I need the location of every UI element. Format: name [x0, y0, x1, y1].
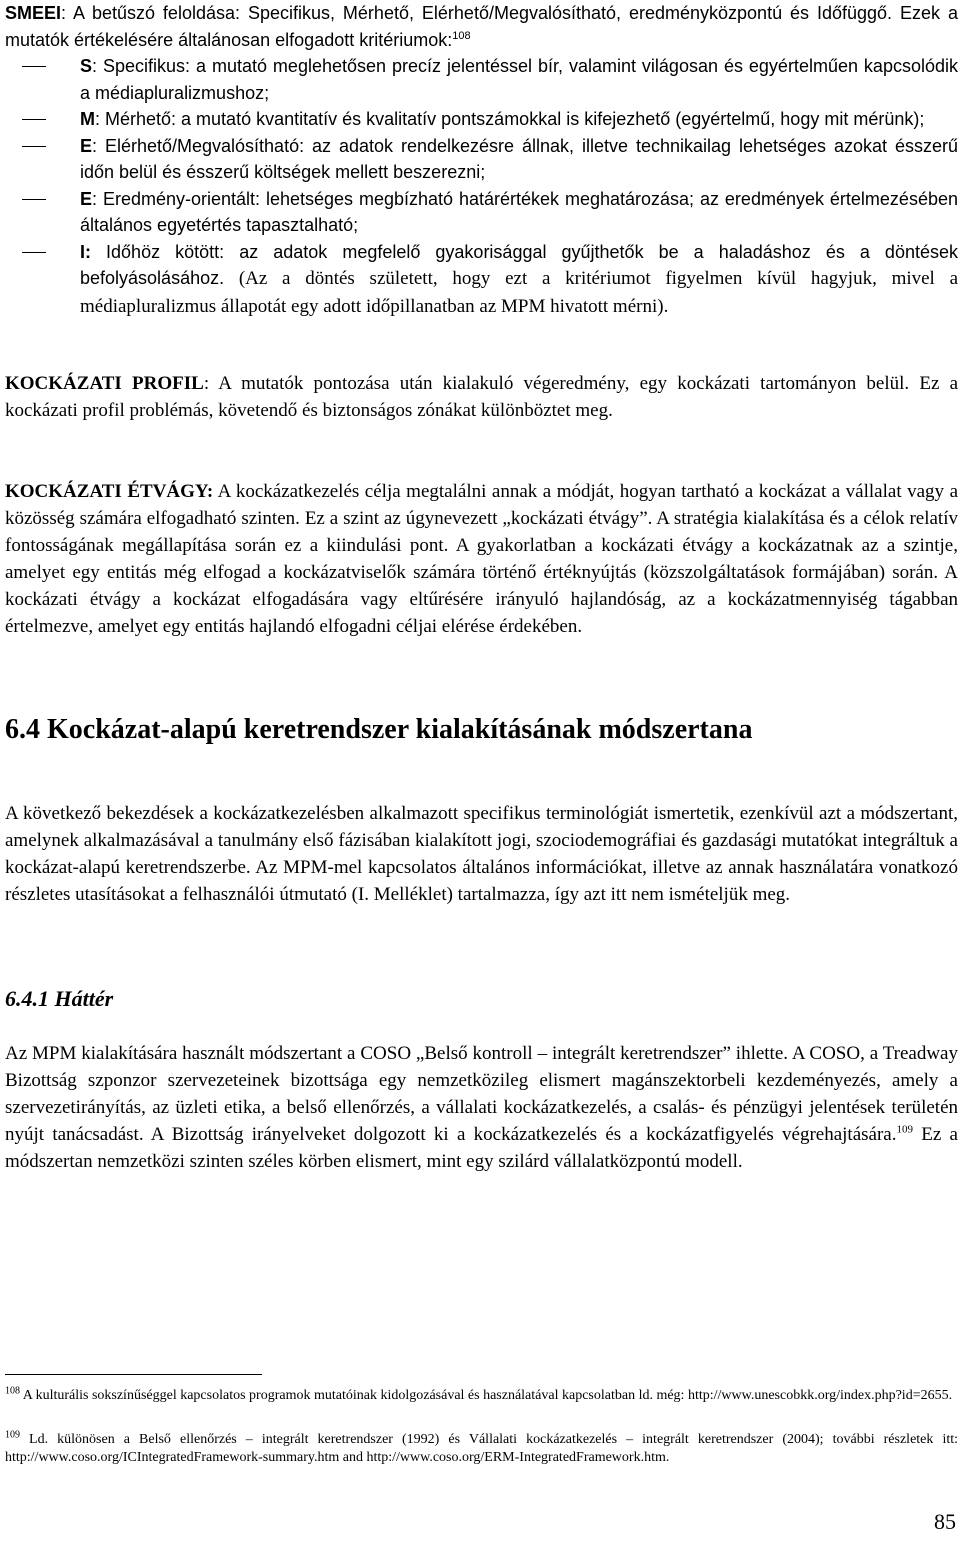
section-heading-6-4: 6.4 Kockázat-alapú keretrendszer kialakításának módszertana — [5, 714, 753, 745]
dash-bullet — [22, 199, 46, 200]
criterion-letter: E — [80, 135, 93, 156]
section-heading-6-4-1: 6.4.1 Háttér — [5, 986, 114, 1011]
risk-profile-definition — [5, 370, 958, 424]
criterion-time-bound — [5, 239, 958, 321]
dash-bullet — [22, 119, 46, 120]
criterion-achievable — [5, 133, 958, 186]
criterion-letter: M — [80, 109, 95, 129]
risk-appetite-definition — [5, 478, 958, 640]
footnote-text: A kulturális sokszínűséggel kapcsolatos programok mutatóinak kidolgozásával és használatával kapcsolatban ld. még: http://www.unescobkk.org/index.php?id=2655. — [20, 1388, 953, 1403]
criterion-measurable — [5, 106, 958, 133]
footnote-text: Ld. különösen a Belső ellenőrzés – integrált keretrendszer (1992) és Vállalati kockázatkezelés – integrált keretrendszer (2004); további részletek itt: http://www.coso.org/ICIntegratedFramework-summary.htm and http://www.coso.org/ERM-IntegratedFramework.htm. — [5, 1432, 958, 1465]
dash-bullet — [22, 252, 46, 253]
risk-profile-text: : A mutatók pontozása után kialakuló végeredmény, egy kockázati tartományon belül. Ez a kockázati profil problémás, követendő és biztonságos zónákat különböztet meg. — [5, 373, 959, 421]
footnote-108 — [5, 1387, 958, 1405]
paragraph-text: Ez a módszertan nemzetközi szinten széles körben elismert, mint egy szilárd vállalatközpontú modell. — [5, 1124, 958, 1172]
criteria-list — [5, 53, 958, 320]
paragraph-text: Az MPM kialakítására használt módszertant a COSO „Belső kontroll – integrált keretrendszer” ihlette. A COSO, a Treadway Bizottság szponzor szervezeteinek bizottsága egy nemzetközileg elismert magánszektorbeli kezdeményezés, amely a szervezetirányítás, az üzleti etika, a belső ellenőrzés, a vállalati kockázatkezelés, a csalás- és pénzügyi jelentések területén nyújt tanácsadást. A Bizottság irányelveket dolgozott ki a kockázatkezelés és a kockázatfigyelés végrehajtására. — [5, 1043, 958, 1145]
footnote-number: 109 — [5, 1429, 20, 1441]
criterion-result-oriented — [5, 186, 958, 239]
page-number: 85 — [934, 1509, 956, 1534]
criterion-text: : Mérhető: a mutató kvantitatív és kvalitatív pontszámokkal is kifejezhető (egyértelmű, hogy mit mérünk); — [95, 109, 925, 129]
smeei-definition — [5, 0, 958, 320]
smeei-intro-text: : A betűszó feloldása: Specifikus, Mérhető, Elérhető/Megvalósítható, eredményközpontú és Időfüggő. Ezek a mutatók értékelésére általánosan elfogadott kritériumok: — [5, 3, 958, 50]
criterion-text: : Elérhető/Megvalósítható: az adatok rendelkezésre állnak, illetve technikailag lehetséges azokat ésszerű időn belül és ésszerű költségek mellett beszerezni; — [80, 135, 958, 182]
footnote-ref-109[interactable]: 109 — [896, 1123, 913, 1136]
dash-bullet — [22, 66, 46, 67]
criterion-specific — [5, 53, 958, 106]
footnote-number: 108 — [5, 1385, 20, 1397]
smeei-intro — [5, 0, 958, 53]
criterion-text: : Specifikus: a mutató meglehetősen precíz jelentéssel bír, valamint világosan és egyértelműen kapcsolódik a médiapluralizmushoz; — [80, 56, 958, 103]
footnote-109 — [5, 1431, 958, 1467]
criterion-text: Időhöz kötött: az adatok megfelelő gyakorisággal gyűjthetők be a haladáshoz és a döntések befolyásolásához. — [80, 241, 958, 288]
smeei-term: SMEEI — [5, 3, 62, 23]
risk-profile-term: KOCKÁZATI PROFIL — [5, 373, 204, 394]
section-6-4-1-paragraph — [5, 1040, 958, 1175]
risk-appetite-term: KOCKÁZATI ÉTVÁGY: — [5, 481, 214, 502]
dash-bullet — [22, 146, 46, 147]
footnote-ref-108[interactable]: 108 — [452, 29, 471, 42]
risk-appetite-text: A kockázatkezelés célja megtalálni annak a módját, hogyan tartható a kockázat a vállalat vagy a közösség számára elfogadható szinten. Ez a szint az úgynevezett „kockázati étvágy”. A stratégia kialakítása és a célok relatív fontosságának megállapítása során ez a kiindulási pont. A gyakorlatban a kockázati étvágy a kockázatnak az a szintje, amelyet egy entitás még elfogad a kockázatviselők számára történő értéknyújtás (közszolgáltatások formájában) során. A kockázati étvágy a kockázat elfogadására vagy eltűrésére irányuló hajlandóság, az a kockázatmennyiség tágabban értelmezve, amelyet egy entitás hajlandó elfogadni céljai elérése érdekében. — [5, 481, 958, 637]
criterion-letter: I: — [80, 241, 91, 262]
footnote-separator — [5, 1374, 262, 1375]
section-6-4-paragraph: A következő bekezdések a kockázatkezelésben alkalmazott specifikus terminológiát ismertetik, ezenkívül azt a módszertant, amelynek alkalmazásával a tanulmány első fázisában kialakított jogi, szociodemográfiai és gazdasági mutatókat integráltuk a kockázat-alapú keretrendszerbe. Az MPM-mel kapcsolatos általános információkat, illetve az annak használatára vonatkozó részletes utasításokat a felhasználói útmutató (I. Melléklet) tartalmazza, így azt itt nem ismételjük meg. — [5, 803, 958, 905]
criterion-letter: E — [80, 188, 93, 209]
criterion-text: : Eredmény-orientált: lehetséges megbízható határértékek meghatározása; az eredmények értelmezésében általános egyetértés tapasztalható; — [80, 188, 958, 235]
criterion-letter: S — [80, 56, 93, 76]
criterion-note: (Az a döntés született, hogy ezt a kritériumot figyelmen kívül hagyjuk, mivel a médiapluralizmus állapotát egy adott időpillanatban az MPM hivatott mérni). — [80, 268, 958, 317]
